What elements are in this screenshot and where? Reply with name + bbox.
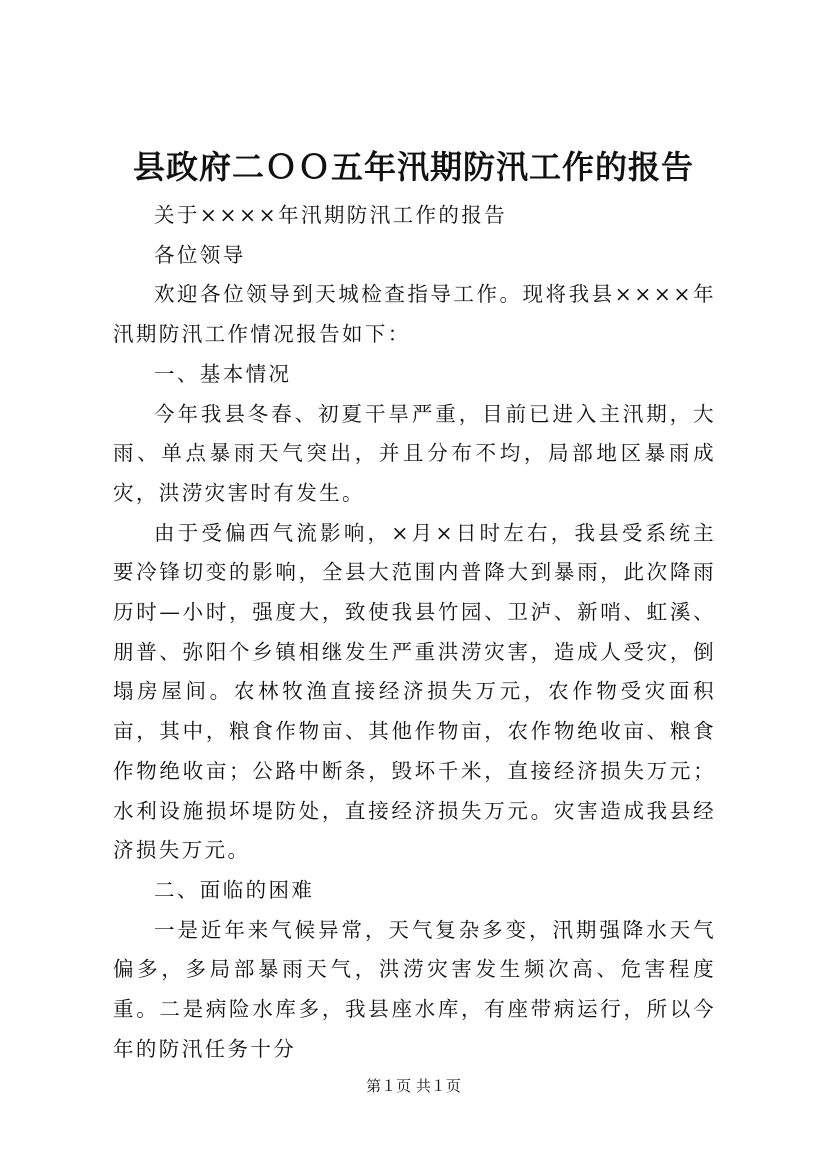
paragraph-salutation: 各位领导 <box>154 242 246 267</box>
paragraph-weather-overview: 今年我县冬春、初夏干旱严重，目前已进入主汛期，大雨、单点暴雨天气突出，并且分布不均，局部地区暴雨成灾，洪涝灾害时有发生。 <box>113 401 716 505</box>
paragraph-difficulties: 一是近年来气候异常，天气复杂多变，汛期强降水天气偏多，多局部暴雨天气，洪涝灾害发生频次高、危害程度重。二是病险水库多，我县座水库，有座带病运行，所以今年的防汛任务十分 <box>113 917 716 1061</box>
page-footer: 第１页 共１页 <box>366 1077 461 1095</box>
paragraph-disaster-losses: 由于受偏西气流影响，×月×日时左右，我县受系统主要冷锋切变的影响，全县大范围内普降大到暴雨，此次降雨历时—小时，强度大，致使我县竹园、卫泸、新哨、虹溪、朋普、弥阳个乡镇相继发生严重洪涝灾害，造成人受灾，倒塌房屋间。农林牧渔直接经济损失万元，农作物受灾面积亩，其中，粮食作物亩、其他作物亩，农作物绝收亩、粮食作物绝收亩；公路中断条，毁坏千米，直接经济损失万元；水利设施损坏堤防处，直接经济损失万元。灾害造成我县经济损失万元。 <box>113 520 716 863</box>
paragraph-intro: 欢迎各位领导到天城检查指导工作。现将我县××××年汛期防汛工作情况报告如下： <box>113 282 716 347</box>
paragraph-subject: 关于××××年汛期防汛工作的报告 <box>154 203 508 227</box>
document-body <box>113 196 716 1069</box>
section-heading-difficulties: 二、面临的困难 <box>154 877 315 902</box>
section-heading-basic-situation: 一、基本情况 <box>154 361 292 386</box>
document-title: 县政府二ＯＯ五年汛期防汛工作的报告 <box>132 148 694 186</box>
